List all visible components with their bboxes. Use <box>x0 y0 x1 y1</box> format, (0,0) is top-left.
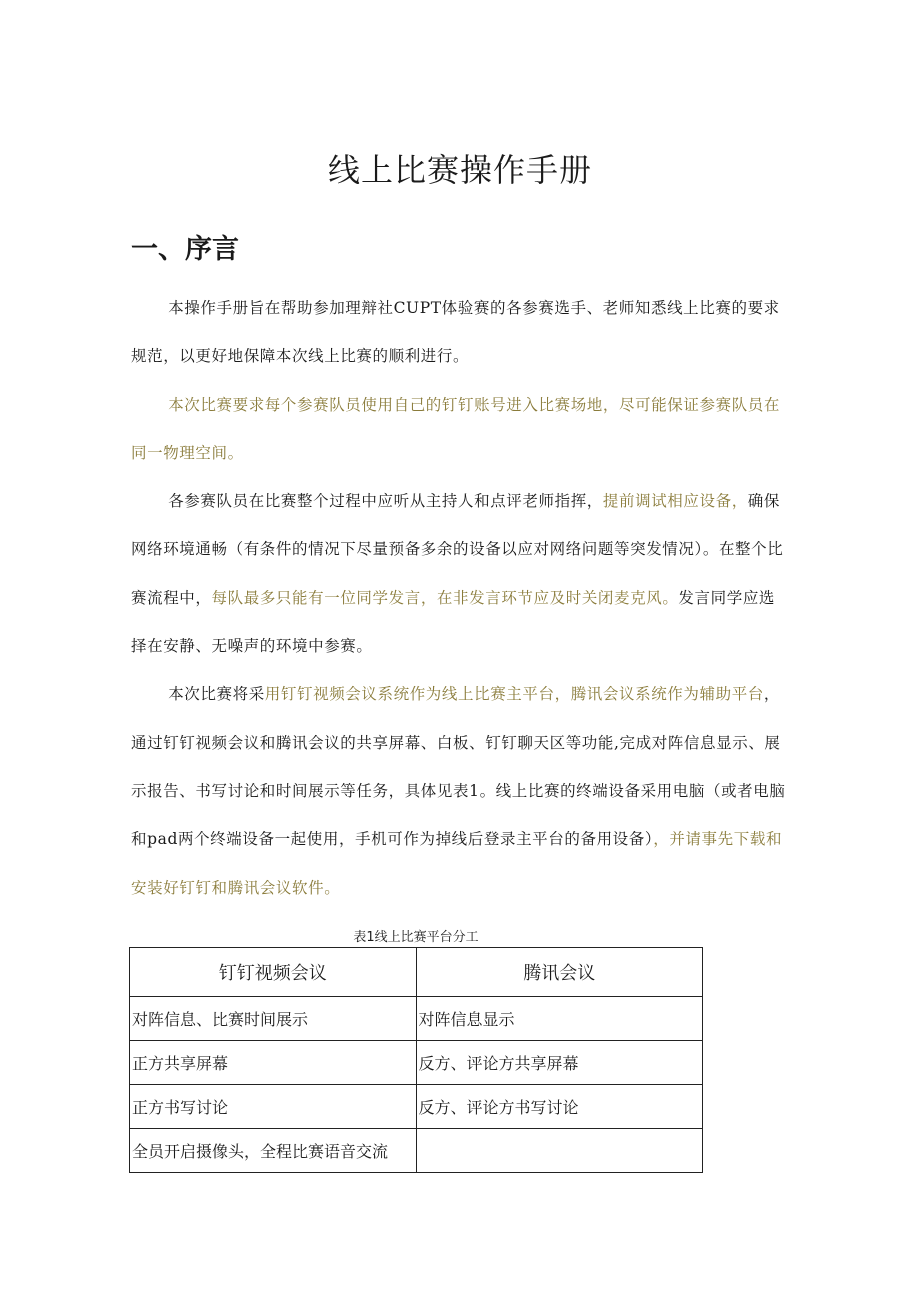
table-caption: 表1线上比赛平台分工 <box>353 930 479 945</box>
body-paragraph <box>131 381 791 478</box>
table-cell: 正方书写讨论 <box>130 1085 417 1129</box>
table-header-row <box>130 948 703 997</box>
table-row <box>130 1085 703 1129</box>
table-header-cell: 钉钉视频会议 <box>130 948 417 997</box>
body-text-run: 本次比赛将采 <box>168 685 265 704</box>
table-cell: 对阵信息、比赛时间展示 <box>130 997 417 1041</box>
table-cell: 正方共享屏幕 <box>130 1041 417 1085</box>
body-text-run: 本操作手册旨在帮助参加理辩社CUPT体验赛的各参赛选手、老师知悉线上比赛的要求规范，以更好地保障本次线上比赛的顺利进行。 <box>131 299 780 366</box>
body-paragraph <box>131 670 791 911</box>
body-text-run: 确保网络环境通畅（有条件的情况下尽量预备多余的设备以应对网络问题等突发情况）。在整个比赛流程中， <box>131 492 784 607</box>
body-text-run: 发言同学应选择在安静、无噪声的环境中参赛。 <box>131 588 776 656</box>
highlighted-text: 用钉钉视频会议系统作为线上比赛主平台，腾讯会议系统作为辅助平台 <box>264 685 764 704</box>
highlighted-text: 每队最多只能有一位同学发言，在非发言环节应及时关闭麦克风。 <box>211 588 679 607</box>
body-text-run: 各参赛队员在比赛整个过程中应听从主持人和点评老师指挥， <box>168 492 603 511</box>
body-paragraph <box>131 284 791 381</box>
highlighted-text: ，并请事先下载和安装好钉钉和腾讯会议软件。 <box>131 830 783 897</box>
document-title: 线上比赛操作手册 <box>327 151 592 189</box>
section-heading: 一、序言 <box>131 234 239 265</box>
platform-table <box>129 947 703 1173</box>
table-cell <box>416 1129 703 1173</box>
table-cell: 全员开启摄像头，全程比赛语音交流 <box>130 1129 417 1173</box>
table-cell: 反方、评论方共享屏幕 <box>416 1041 703 1085</box>
table-row <box>130 1129 703 1173</box>
body-text <box>131 284 791 912</box>
body-paragraph <box>131 477 791 670</box>
highlighted-text: 本次比赛要求每个参赛队员使用自己的钉钉账号进入比赛场地，尽可能保证参赛队员在同一物理空间。 <box>131 395 780 462</box>
body-text-run: ，通过钉钉视频会议和腾讯会议的共享屏幕、白板、钉钉聊天区等功能,完成对阵信息显示、展示报告、书写讨论和时间展示等任务，具体见表1。线上比赛的终端设备采用电脑（或者电脑和pad两个终端设备一起使用，手机可作为掉线后登录主平台的备用设备） <box>131 685 786 849</box>
highlighted-text: 提前调试相应设备， <box>602 492 748 511</box>
table-row <box>130 997 703 1041</box>
table-header-cell: 腾讯会议 <box>416 948 703 997</box>
table-row <box>130 1041 703 1085</box>
table-cell: 对阵信息显示 <box>416 997 703 1041</box>
table-cell: 反方、评论方书写讨论 <box>416 1085 703 1129</box>
